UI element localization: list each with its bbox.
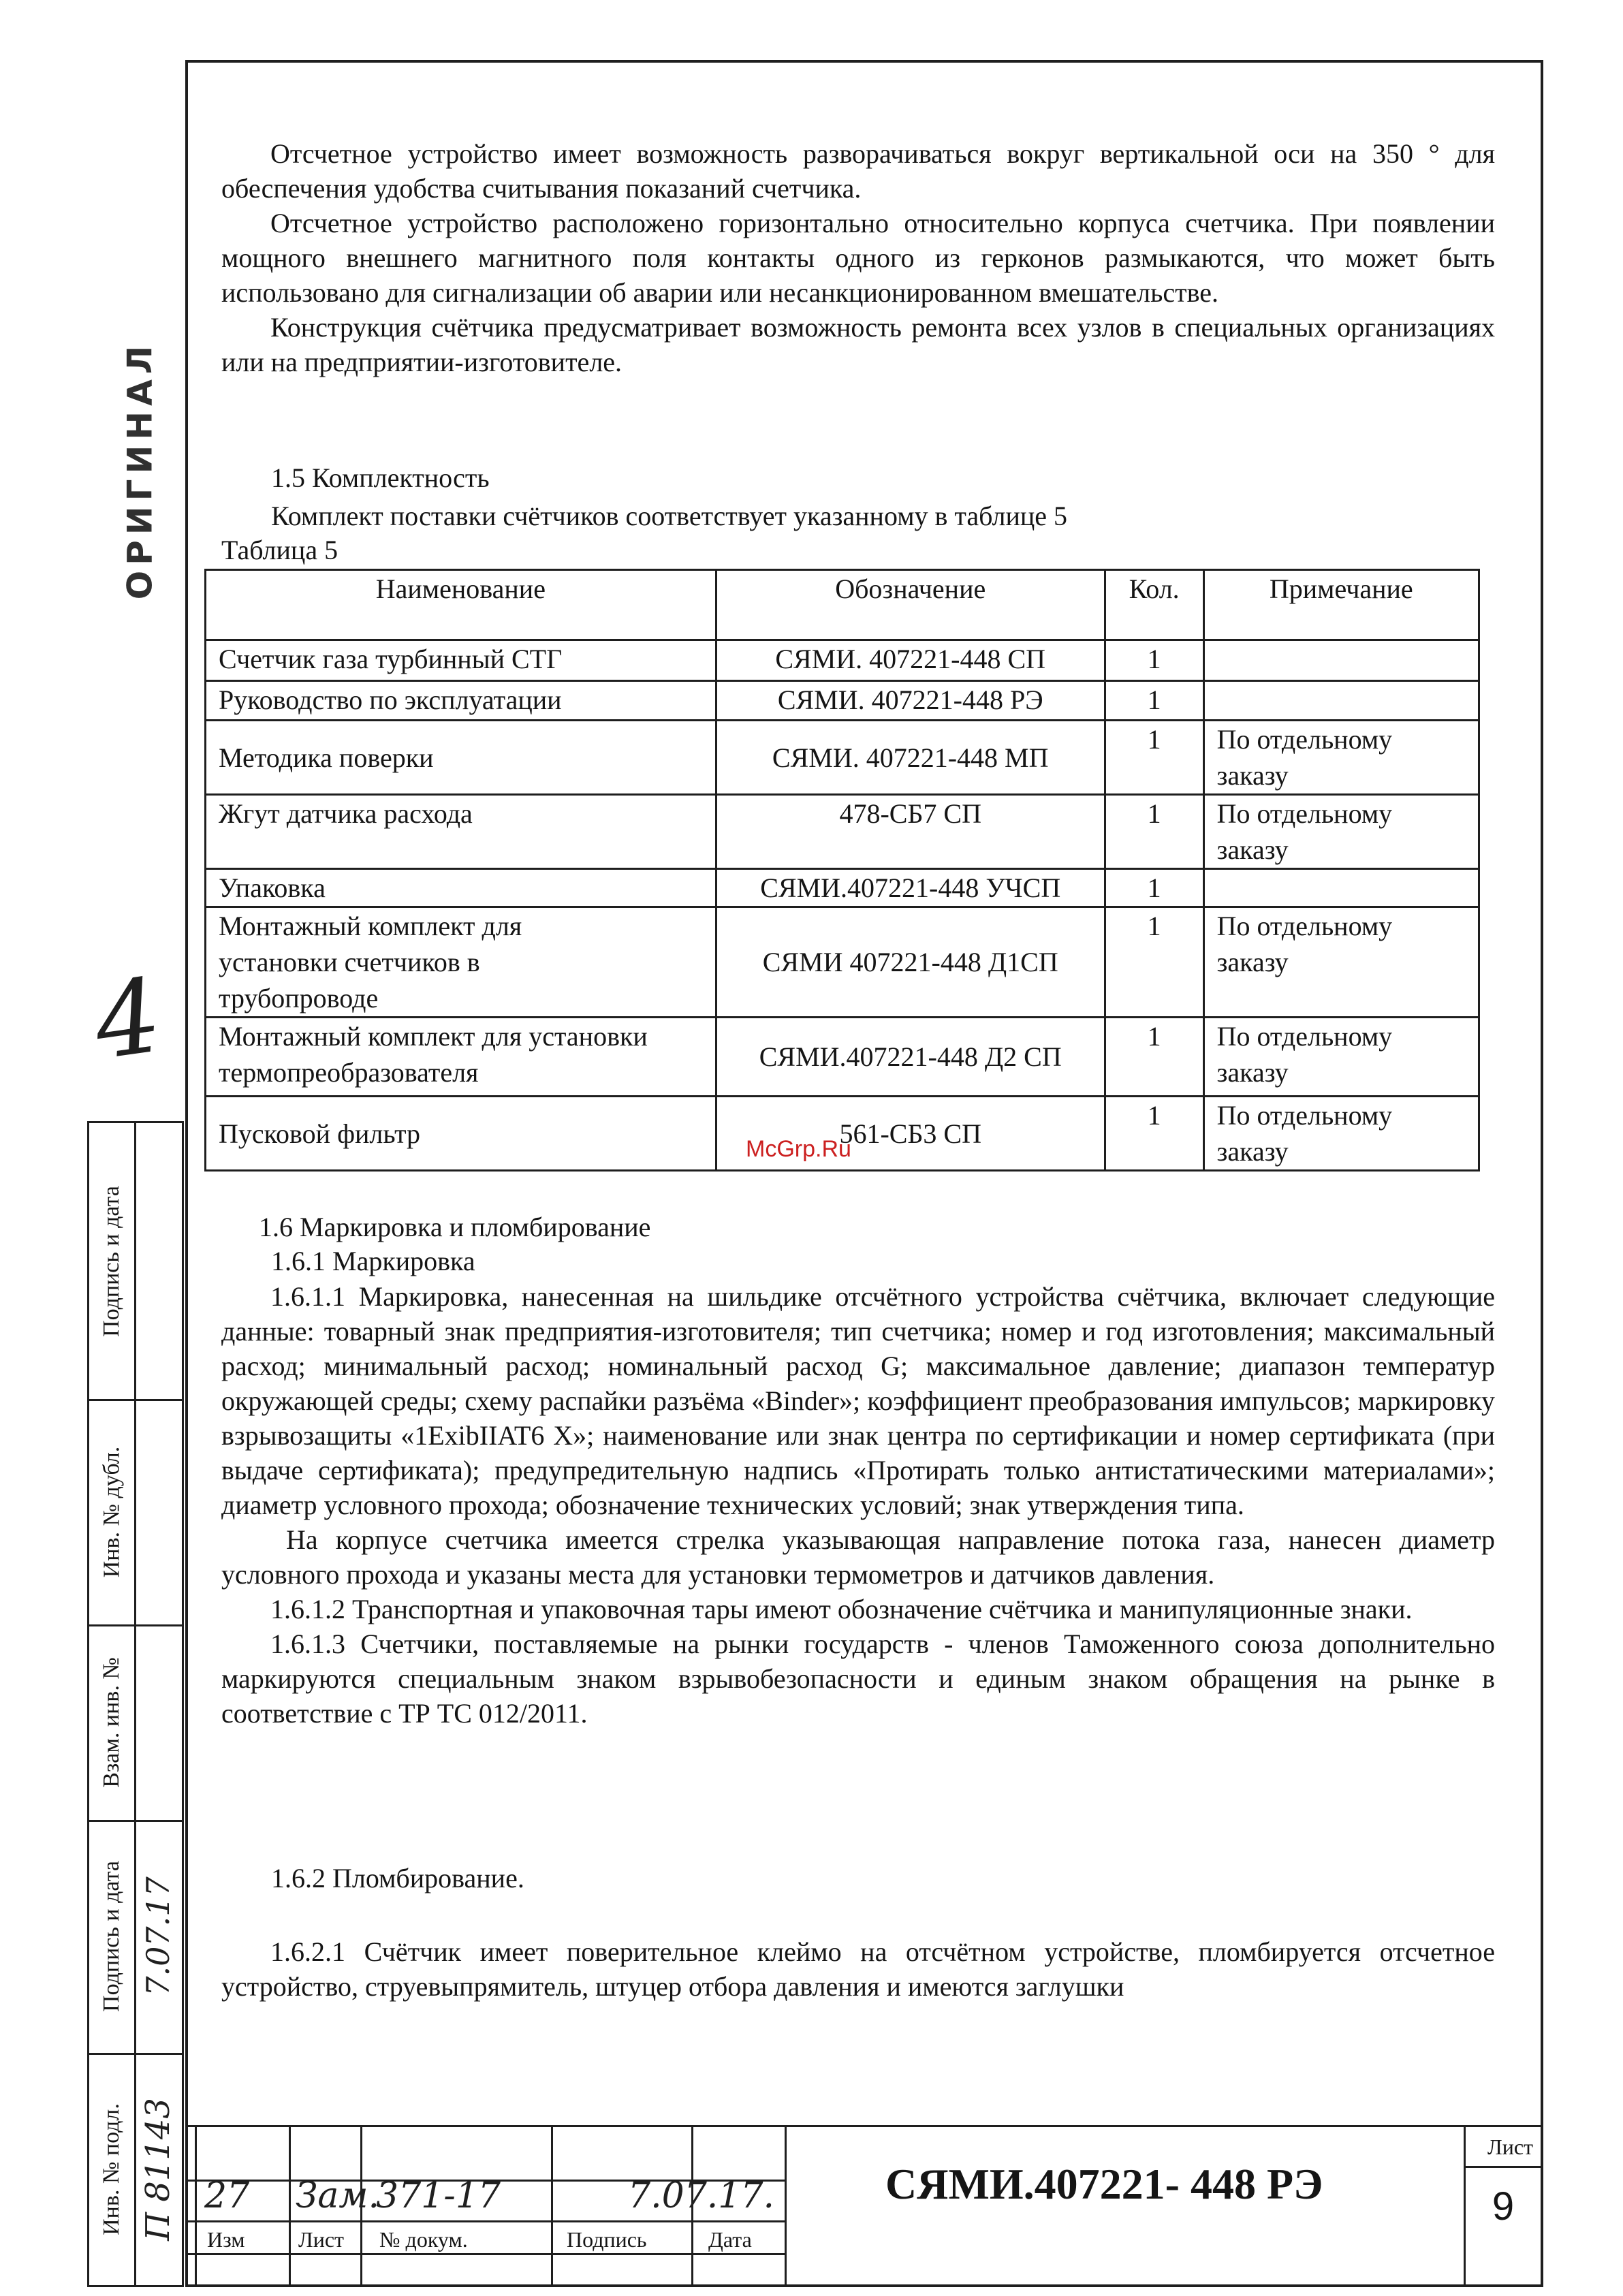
- table-row: [206, 640, 1479, 681]
- section-heading-1-6: 1.6 Маркировка и пломбирование: [259, 1212, 651, 1242]
- sheet-number: 9: [1492, 2184, 1515, 2229]
- col-date: Дата: [708, 2227, 752, 2252]
- cell-name: Жгут датчика расхода: [206, 795, 716, 869]
- hand-doc: 371-17: [376, 2175, 501, 2216]
- paragraph: 1.6.1.2 Транспортная и упаковочная тары имеют обозначение счётчика и манипуляционные знаки.: [270, 1594, 1413, 1624]
- table-header-row: [206, 570, 1479, 640]
- watermark: McGrp.Ru: [746, 1136, 851, 1162]
- cell-note: По отдельному заказу: [1203, 1018, 1479, 1097]
- subsection-1-6-1: 1.6.1 Маркировка: [271, 1246, 475, 1276]
- sealing-text: [221, 1934, 1495, 2004]
- col-izm: Изм: [207, 2227, 245, 2252]
- paragraph: 1.6.1.3 Счетчики, поставляемые на рынки государств - членов Таможенного союза дополнительно маркируются специальным знаком взрывобезопасности и единым знаком обращения на рынке в соответствие с ТР ТС 012/2011.: [221, 1629, 1495, 1729]
- cell-name: Методика поверки: [206, 721, 716, 795]
- paragraph: Отсчетное устройство имеет возможность разворачиваться вокруг вертикальной оси на 350 ° для обеспечения удобства считывания показаний счетчика.: [221, 138, 1495, 204]
- header-qty: Кол.: [1105, 570, 1203, 640]
- col-sign: Подпись: [567, 2227, 647, 2252]
- header-code: Обозначение: [716, 570, 1105, 640]
- cell-note: [1203, 869, 1479, 907]
- cell-qty: 1: [1105, 1097, 1203, 1171]
- side-registration-column: [87, 1121, 184, 2287]
- cell-code: 561-СБ3 СП: [716, 1097, 1105, 1171]
- original-stamp: ОРИГИНАЛ: [120, 340, 159, 600]
- cell-qty: 1: [1105, 907, 1203, 1018]
- cell-name: Счетчик газа турбинный СТГ: [206, 640, 716, 681]
- cell-name: Упаковка: [206, 869, 716, 907]
- cell-code: СЯМИ.407221-448 УЧСП: [716, 869, 1105, 907]
- cell-name: Пусковой фильтр: [206, 1097, 716, 1171]
- contents-table: [204, 569, 1480, 1171]
- side-label-inv-podl: Инв. № подл.: [99, 2103, 125, 2235]
- paragraph: Отсчетное устройство расположено горизонтально относительно корпуса счетчика. При появлении мощного внешнего магнитного поля контакты одного из герконов размыкаются, что может быть использовано для сигнализации об аварии или несанкционированном вмешательстве.: [221, 208, 1495, 308]
- table-row: [206, 795, 1479, 869]
- table-row: [206, 1018, 1479, 1097]
- intro-text: [221, 136, 1495, 379]
- cell-code: СЯМИ. 407221-448 СП: [716, 640, 1105, 681]
- margin-handwritten-mark: 4: [87, 956, 169, 1083]
- hand-izm: 27: [204, 2175, 250, 2216]
- cell-qty: 1: [1105, 869, 1203, 907]
- hand-list: Зам.: [296, 2175, 380, 2216]
- table-row: [206, 869, 1479, 907]
- side-label-inv-dubl: Инв. № дубл.: [99, 1446, 125, 1577]
- cell-code: СЯМИ. 407221-448 МП: [716, 721, 1105, 795]
- cell-code: СЯМИ.407221-448 Д2 СП: [716, 1018, 1105, 1097]
- section-1-5-text: Комплект поставки счётчиков соответствует указанному в таблице 5: [271, 501, 1068, 531]
- cell-qty: 1: [1105, 1018, 1203, 1097]
- cell-note: По отдельному заказу: [1203, 907, 1479, 1018]
- cell-qty: 1: [1105, 721, 1203, 795]
- paragraph: 1.6.1.1 Маркировка, нанесенная на шильдике отсчётного устройства счётчика, включает следующие данные: товарный знак предприятия-изготовителя; тип счетчика; номер и год изготовления; максимальный расход; минимальный расход; номинальный расход G; максимальное давление; диапазон температур окружающей среды; схему распайки разъёма «Binder»; коэффициент преобразования импульсов; маркировку взрывозащиты «1ExibIIAT6 X»; наименование или знак центра по сертификации и номер сертификата (при выдаче сертификата); предупредительную надпись «Протирать только антистатическими материалами»; диаметр условного прохода; обозначение технических условий; знак утверждения типа.: [221, 1281, 1495, 1520]
- paragraph: 1.6.2.1 Счётчик имеет поверительное клеймо на отсчётном устройстве, пломбируется отсчетное устройство, струевыпрямитель, штуцер отбора давления и имеются заглушки: [221, 1936, 1495, 2002]
- cell-code: СЯМИ. 407221-448 РЭ: [716, 681, 1105, 721]
- table-row: [206, 721, 1479, 795]
- table-caption: Таблица 5: [221, 535, 338, 565]
- cell-qty: 1: [1105, 795, 1203, 869]
- cell-code: 478-СБ7 СП: [716, 795, 1105, 869]
- marking-text: [221, 1279, 1495, 1731]
- col-doc: № докум.: [379, 2227, 468, 2252]
- cell-qty: 1: [1105, 681, 1203, 721]
- table-row: [206, 907, 1479, 1018]
- side-handwritten-date: 7.07.17: [140, 1876, 177, 1996]
- side-label-signature-date: Подпись и дата: [99, 1185, 124, 1337]
- col-list: Лист: [298, 2227, 345, 2252]
- cell-name: Руководство по эксплуатации: [206, 681, 716, 721]
- cell-note: По отдельному заказу: [1203, 721, 1479, 795]
- cell-note: [1203, 681, 1479, 721]
- paragraph: Конструкция счётчика предусматривает возможность ремонта всех узлов в специальных организациях или на предприятии-изготовителе.: [221, 312, 1495, 377]
- section-heading-1-5: 1.5 Комплектность: [271, 462, 490, 493]
- table-row: [206, 681, 1479, 721]
- document-code: СЯМИ.407221- 448 РЭ: [885, 2160, 1323, 2208]
- side-handwritten-inv: П 81143: [139, 2097, 177, 2241]
- sheet-label: Лист: [1487, 2135, 1534, 2159]
- side-label-signature-date-2: Подпись и дата: [99, 1861, 124, 2012]
- cell-note: По отдельному заказу: [1203, 795, 1479, 869]
- side-label-vzam-inv: Взам. инв. №: [99, 1656, 125, 1788]
- cell-name: Монтажный комплект для установки счетчиков в трубопроводе: [206, 907, 716, 1018]
- cell-code: СЯМИ 407221-448 Д1СП: [716, 907, 1105, 1018]
- subsection-1-6-2: 1.6.2 Пломбирование.: [271, 1863, 524, 1893]
- header-name: Наименование: [206, 570, 716, 640]
- paragraph: На корпусе счетчика имеется стрелка указывающая направление потока газа, нанесен диаметр условного прохода и указаны места для установки термометров и датчиков давления.: [221, 1524, 1495, 1590]
- header-note: Примечание: [1203, 570, 1479, 640]
- cell-note: По отдельному заказу: [1203, 1097, 1479, 1171]
- hand-date: 7.07.17.: [628, 2175, 775, 2216]
- cell-name: Монтажный комплект для установки термопреобразователя: [206, 1018, 716, 1097]
- cell-note: [1203, 640, 1479, 681]
- title-block: [185, 2125, 1543, 2287]
- cell-qty: 1: [1105, 640, 1203, 681]
